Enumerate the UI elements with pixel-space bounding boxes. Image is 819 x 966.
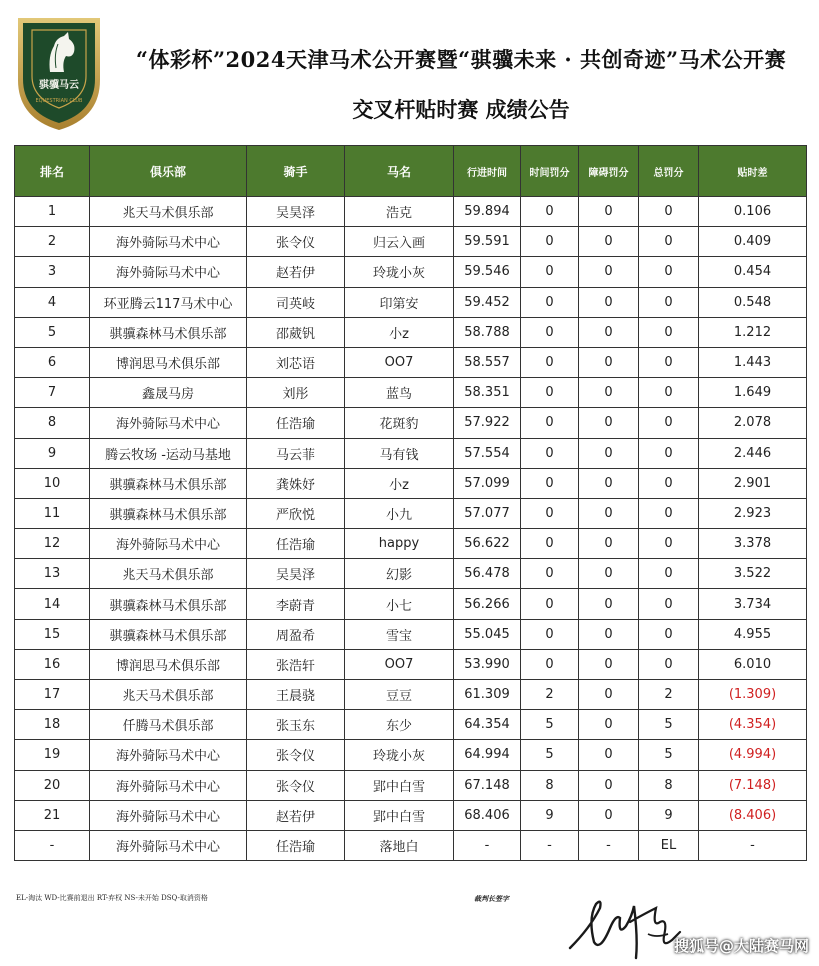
cell-time: 59.591 [454,227,521,257]
page-subtitle: 交叉杆贴时赛 成绩公告 [352,97,570,122]
cell-time-penalty: 0 [521,529,579,559]
cell-club: 兆天马术俱乐部 [90,680,247,710]
cell-time-difference: 2.078 [699,408,807,438]
cell-time: 57.554 [454,438,521,468]
cell-horse: 玲珑小灰 [345,257,454,287]
cell-rider: 吴昊泽 [247,197,345,227]
cell-club: 海外骑际马术中心 [90,800,247,830]
cell-club: 海外骑际马术中心 [90,227,247,257]
cell-total-penalty: 0 [639,619,699,649]
cell-horse: 小z [345,468,454,498]
club-logo [14,10,104,134]
cell-horse: 小七 [345,589,454,619]
cell-total-penalty: 0 [639,317,699,347]
cell-time-penalty: 0 [521,438,579,468]
cell-rank: 19 [15,740,90,770]
table-row [15,770,807,800]
cell-horse: 落地白 [345,830,454,860]
cell-rank: 11 [15,498,90,528]
cell-total-penalty: 2 [639,680,699,710]
cell-club: 海外骑际马术中心 [90,257,247,287]
cell-total-penalty: 0 [639,438,699,468]
col-header-obstacle-penalty: 障碍罚分 [579,146,639,197]
cell-obstacle-penalty: 0 [579,680,639,710]
col-header-time-difference: 贴时差 [699,146,807,197]
cell-horse: 小z [345,317,454,347]
cell-total-penalty: EL [639,830,699,860]
logo-ring-text: EQUESTRIAN CLUB [35,98,83,104]
cell-time: 53.990 [454,649,521,679]
cell-horse: OO7 [345,649,454,679]
table-row [15,498,807,528]
cell-obstacle-penalty: 0 [579,529,639,559]
cell-time: - [454,830,521,860]
cell-rider: 周盈希 [247,619,345,649]
cell-rank: 14 [15,589,90,619]
cell-time: 57.922 [454,408,521,438]
cell-time-penalty: 0 [521,649,579,679]
cell-time: 55.045 [454,619,521,649]
cell-club: 环亚腾云117马术中心 [90,287,247,317]
cell-rider: 赵若伊 [247,800,345,830]
referee-signature-label: 裁判长签字 [474,894,509,903]
cell-club: 骐骥森林马术俱乐部 [90,498,247,528]
cell-rider: 吴昊泽 [247,559,345,589]
cell-rider: 张浩轩 [247,649,345,679]
cell-club: 兆天马术俱乐部 [90,197,247,227]
results-table [14,145,807,861]
cell-time-penalty: 0 [521,498,579,528]
cell-club: 骐骥森林马术俱乐部 [90,317,247,347]
cell-obstacle-penalty: 0 [579,710,639,740]
cell-total-penalty: 0 [639,257,699,287]
cell-time-penalty: 5 [521,710,579,740]
cell-obstacle-penalty: 0 [579,468,639,498]
table-row [15,559,807,589]
cell-rider: 任浩瑜 [247,529,345,559]
cell-total-penalty: 0 [639,408,699,438]
cell-rank: 1 [15,197,90,227]
cell-time-difference: (8.406) [699,800,807,830]
cell-time-difference: 3.378 [699,529,807,559]
cell-total-penalty: 9 [639,800,699,830]
cell-time-difference: 1.443 [699,347,807,377]
cell-horse: OO7 [345,347,454,377]
cell-obstacle-penalty: 0 [579,649,639,679]
cell-horse: 雪宝 [345,619,454,649]
cell-total-penalty: 0 [639,287,699,317]
cell-time-difference: (4.354) [699,710,807,740]
cell-horse: 浩克 [345,197,454,227]
results-body [15,197,807,861]
cell-rider: 严欣悦 [247,498,345,528]
cell-time: 67.148 [454,770,521,800]
table-row [15,710,807,740]
cell-total-penalty: 5 [639,710,699,740]
col-header-horse: 马名 [345,146,454,197]
cell-obstacle-penalty: 0 [579,589,639,619]
table-row [15,830,807,860]
cell-horse: 蓝鸟 [345,378,454,408]
cell-obstacle-penalty: 0 [579,619,639,649]
cell-time-difference: 2.901 [699,468,807,498]
table-row [15,287,807,317]
cell-total-penalty: 0 [639,347,699,377]
cell-rider: 任浩瑜 [247,408,345,438]
cell-rank: 8 [15,408,90,438]
cell-club: 海外骑际马术中心 [90,740,247,770]
cell-time: 58.557 [454,347,521,377]
table-row [15,317,807,347]
cell-total-penalty: 0 [639,559,699,589]
cell-rider: 张令仪 [247,770,345,800]
cell-time-penalty: 0 [521,559,579,589]
cell-club: 仟腾马术俱乐部 [90,710,247,740]
col-header-club: 俱乐部 [90,146,247,197]
cell-rider: 邵葳钒 [247,317,345,347]
cell-time-difference: 1.649 [699,378,807,408]
cell-rank: 2 [15,227,90,257]
table-row [15,408,807,438]
cell-time-difference: 0.548 [699,287,807,317]
cell-club: 鑫晟马房 [90,378,247,408]
cell-club: 兆天马术俱乐部 [90,559,247,589]
cell-time: 68.406 [454,800,521,830]
logo-text: 骐骥马云 [39,80,79,91]
cell-rank: 21 [15,800,90,830]
table-row [15,197,807,227]
cell-time-penalty: 0 [521,619,579,649]
cell-time-difference: - [699,830,807,860]
cell-total-penalty: 0 [639,468,699,498]
cell-club: 骐骥森林马术俱乐部 [90,468,247,498]
cell-time: 58.351 [454,378,521,408]
table-row [15,438,807,468]
cell-horse: 郢中白雪 [345,800,454,830]
cell-time-difference: 2.923 [699,498,807,528]
cell-total-penalty: 0 [639,197,699,227]
cell-horse: 花斑豹 [345,408,454,438]
cell-time-penalty: - [521,830,579,860]
cell-obstacle-penalty: 0 [579,800,639,830]
cell-time: 59.894 [454,197,521,227]
cell-time-penalty: 8 [521,770,579,800]
cell-time: 57.077 [454,498,521,528]
cell-obstacle-penalty: 0 [579,408,639,438]
col-header-total-penalty: 总罚分 [639,146,699,197]
cell-time-difference: 6.010 [699,649,807,679]
cell-horse: 马有钱 [345,438,454,468]
cell-rank: 16 [15,649,90,679]
cell-rank: 17 [15,680,90,710]
cell-rider: 赵若伊 [247,257,345,287]
cell-time-penalty: 2 [521,680,579,710]
cell-time-penalty: 5 [521,740,579,770]
cell-time: 56.622 [454,529,521,559]
table-header-row [15,146,807,197]
cell-time-difference: (1.309) [699,680,807,710]
cell-time: 56.478 [454,559,521,589]
cell-obstacle-penalty: - [579,830,639,860]
cell-obstacle-penalty: 0 [579,498,639,528]
cell-club: 骐骥森林马术俱乐部 [90,619,247,649]
cell-time-difference: 0.409 [699,227,807,257]
cell-rider: 司英岐 [247,287,345,317]
cell-rank: - [15,830,90,860]
cell-club: 博润思马术俱乐部 [90,649,247,679]
cell-horse: 豆豆 [345,680,454,710]
col-header-time-penalty: 时间罚分 [521,146,579,197]
table-row [15,680,807,710]
cell-total-penalty: 8 [639,770,699,800]
cell-rank: 18 [15,710,90,740]
cell-total-penalty: 0 [639,529,699,559]
cell-time-penalty: 0 [521,227,579,257]
table-row [15,740,807,770]
cell-obstacle-penalty: 0 [579,378,639,408]
cell-horse: happy [345,529,454,559]
cell-rank: 6 [15,347,90,377]
cell-total-penalty: 0 [639,498,699,528]
cell-rank: 20 [15,770,90,800]
cell-time-difference: (7.148) [699,770,807,800]
cell-time-penalty: 0 [521,589,579,619]
table-row [15,800,807,830]
table-row [15,468,807,498]
cell-rank: 10 [15,468,90,498]
cell-horse: 归云入画 [345,227,454,257]
cell-total-penalty: 0 [639,649,699,679]
cell-time: 58.788 [454,317,521,347]
cell-rider: 任浩瑜 [247,830,345,860]
cell-obstacle-penalty: 0 [579,347,639,377]
cell-horse: 郢中白雪 [345,770,454,800]
cell-club: 海外骑际马术中心 [90,408,247,438]
cell-time: 56.266 [454,589,521,619]
cell-obstacle-penalty: 0 [579,227,639,257]
cell-obstacle-penalty: 0 [579,317,639,347]
cell-time-penalty: 0 [521,408,579,438]
cell-total-penalty: 5 [639,740,699,770]
cell-rank: 13 [15,559,90,589]
cell-time-difference: 0.454 [699,257,807,287]
table-row [15,257,807,287]
cell-obstacle-penalty: 0 [579,257,639,287]
cell-rider: 张玉东 [247,710,345,740]
cell-time: 59.546 [454,257,521,287]
cell-obstacle-penalty: 0 [579,197,639,227]
cell-time-penalty: 9 [521,800,579,830]
cell-time-difference: 1.212 [699,317,807,347]
cell-total-penalty: 0 [639,378,699,408]
cell-time: 57.099 [454,468,521,498]
cell-rider: 张令仪 [247,740,345,770]
cell-rider: 张令仪 [247,227,345,257]
cell-total-penalty: 0 [639,227,699,257]
cell-horse: 幻影 [345,559,454,589]
cell-rank: 4 [15,287,90,317]
cell-rider: 王晨骁 [247,680,345,710]
status-legend: EL-淘汰 WD-比赛前退出 RT-弃权 NS-未开始 DSQ-取消资格 [16,894,208,902]
cell-rank: 7 [15,378,90,408]
cell-rider: 刘芯语 [247,347,345,377]
cell-time-penalty: 0 [521,287,579,317]
col-header-time: 行进时间 [454,146,521,197]
cell-horse: 东少 [345,710,454,740]
cell-time: 64.354 [454,710,521,740]
cell-time-penalty: 0 [521,378,579,408]
cell-club: 海外骑际马术中心 [90,830,247,860]
cell-time-penalty: 0 [521,468,579,498]
cell-time-penalty: 0 [521,197,579,227]
cell-time-penalty: 0 [521,347,579,377]
cell-obstacle-penalty: 0 [579,740,639,770]
cell-obstacle-penalty: 0 [579,438,639,468]
cell-obstacle-penalty: 0 [579,287,639,317]
table-row [15,347,807,377]
cell-club: 博润思马术俱乐部 [90,347,247,377]
cell-time-difference: 3.522 [699,559,807,589]
cell-horse: 玲珑小灰 [345,740,454,770]
cell-rank: 9 [15,438,90,468]
cell-club: 海外骑际马术中心 [90,529,247,559]
cell-rider: 马云菲 [247,438,345,468]
cell-time-difference: (4.994) [699,740,807,770]
table-row [15,589,807,619]
cell-time-penalty: 0 [521,317,579,347]
cell-club: 海外骑际马术中心 [90,770,247,800]
cell-club: 腾云牧场 -运动马基地 [90,438,247,468]
table-row [15,529,807,559]
cell-time: 64.994 [454,740,521,770]
table-row [15,649,807,679]
page-title: “体彩杯”2024天津马术公开赛暨“骐骥未来 · 共创奇迹”马术公开赛 [135,47,787,72]
col-header-rank: 排名 [15,146,90,197]
cell-obstacle-penalty: 0 [579,770,639,800]
table-row [15,619,807,649]
cell-time-difference: 2.446 [699,438,807,468]
cell-time: 61.309 [454,680,521,710]
cell-rank: 15 [15,619,90,649]
cell-time-difference: 4.955 [699,619,807,649]
col-header-rider: 骑手 [247,146,345,197]
cell-time-difference: 0.106 [699,197,807,227]
cell-horse: 小九 [345,498,454,528]
cell-rank: 5 [15,317,90,347]
cell-club: 骐骥森林马术俱乐部 [90,589,247,619]
cell-obstacle-penalty: 0 [579,559,639,589]
cell-total-penalty: 0 [639,589,699,619]
cell-rank: 12 [15,529,90,559]
table-row [15,227,807,257]
cell-time: 59.452 [454,287,521,317]
table-row [15,378,807,408]
cell-rider: 李蔚青 [247,589,345,619]
watermark: 搜狐号@大陆赛马网 [673,937,809,955]
cell-time-penalty: 0 [521,257,579,287]
cell-horse: 印第安 [345,287,454,317]
cell-rider: 龚姝妤 [247,468,345,498]
cell-rank: 3 [15,257,90,287]
cell-time-difference: 3.734 [699,589,807,619]
cell-rider: 刘彤 [247,378,345,408]
